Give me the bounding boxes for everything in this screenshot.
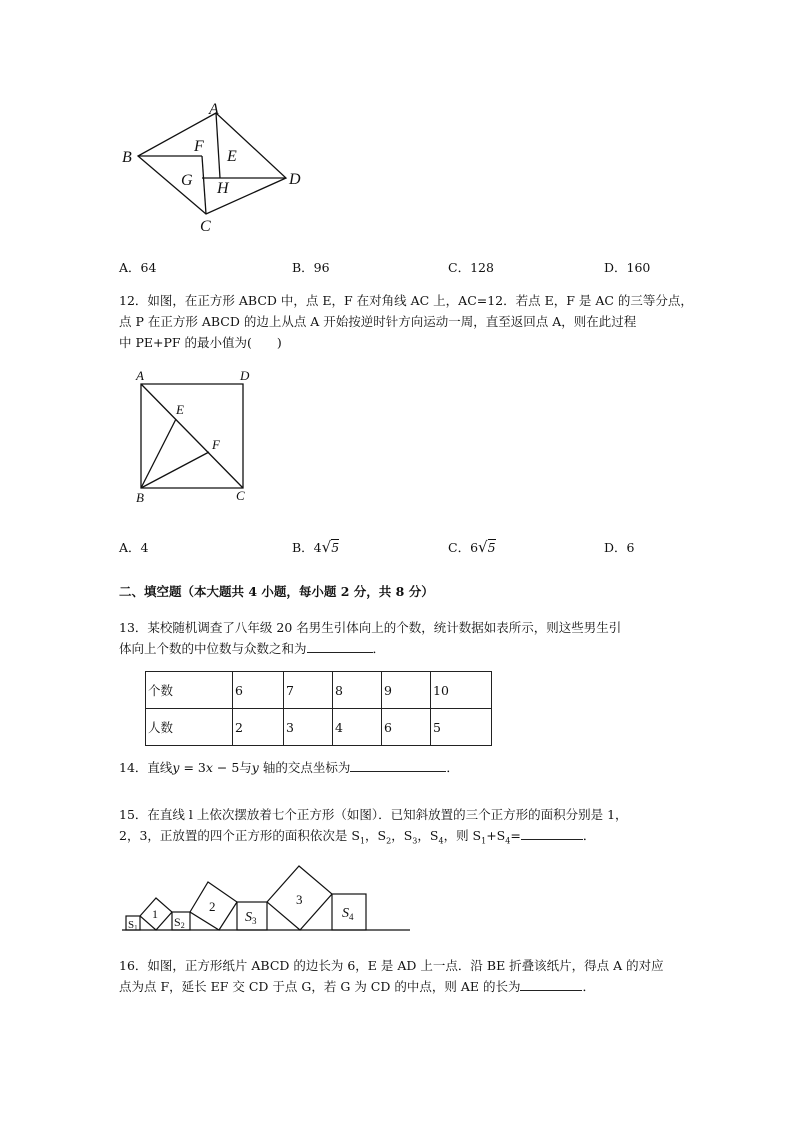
q15-sep-3: ，S bbox=[417, 828, 439, 843]
q12-option-b-text: B．4 bbox=[292, 540, 322, 555]
q12-option-c[interactable] bbox=[448, 538, 496, 556]
q15-sub-6: 4 bbox=[505, 836, 511, 846]
section-2-title: 二、填空题（本大题共 4 小题，每小题 2 分，共 8 分） bbox=[119, 584, 434, 599]
table-cell: 7 bbox=[284, 672, 333, 709]
q15-text-a: 2，3，正放置的四个正方形的面积依次是 S bbox=[119, 828, 360, 843]
table-cell: 5 bbox=[431, 709, 492, 746]
q12-line-3: 中 PE+PF 的最小值为( ) bbox=[119, 335, 282, 350]
q16-answer-blank[interactable] bbox=[520, 976, 582, 991]
q15-line-2 bbox=[119, 825, 595, 852]
tilted-label-2: 2 bbox=[209, 899, 216, 914]
sq-label-d: D bbox=[240, 368, 250, 383]
q15-answer-blank[interactable] bbox=[521, 825, 583, 840]
q15-sub-5: 1 bbox=[481, 836, 487, 846]
q12-line-2: 点 P 在正方形 ABCD 的边上从点 A 开始按逆时针方向运动一周，直至返回点 A，则在此过程 bbox=[119, 314, 637, 329]
label-e: E bbox=[227, 148, 237, 165]
q13-data-table bbox=[145, 671, 492, 746]
table-cell: 6 bbox=[382, 709, 431, 746]
q15-plus: +S bbox=[486, 828, 506, 843]
q16-line-1: 16．如图，正方形纸片 ABCD 的边长为 6，E 是 AD 上一点．沿 BE 折叠该纸片，得点 A 的对应 bbox=[119, 958, 664, 973]
q15-sep-2: ，S bbox=[391, 828, 413, 843]
table-cell: 3 bbox=[284, 709, 333, 746]
q15-sub-2: 2 bbox=[386, 836, 392, 846]
q14-eq-y: y bbox=[172, 760, 180, 775]
sq-label-e: E bbox=[176, 402, 184, 417]
table-row bbox=[146, 672, 492, 709]
upright-label-s4: $S_4$ bbox=[342, 906, 354, 922]
q15-period: ． bbox=[582, 828, 596, 843]
q13-line-2-text: 体向上个数的中位数与众数之和为 bbox=[119, 641, 307, 656]
q13-line-2 bbox=[119, 638, 385, 659]
q12-option-c-text: C．6 bbox=[448, 540, 479, 555]
q13-answer-blank[interactable] bbox=[307, 638, 373, 653]
label-a: A bbox=[209, 101, 219, 118]
segment-be bbox=[141, 419, 176, 488]
q14-suffix: 轴的交点坐标为 bbox=[258, 760, 351, 775]
q12-option-d[interactable]: D．6 bbox=[604, 540, 635, 555]
square-figure bbox=[130, 364, 260, 508]
q15-sub-4: 4 bbox=[438, 836, 444, 846]
q11-option-a[interactable]: A．64 bbox=[119, 260, 157, 275]
q14-eq-mid: = 3 bbox=[179, 760, 206, 775]
q14-eq-x: x bbox=[205, 760, 213, 775]
radicand: 5 bbox=[487, 540, 496, 555]
q11-option-d[interactable]: D．160 bbox=[604, 260, 651, 275]
label-g: G bbox=[181, 172, 193, 189]
rhombus-outline bbox=[138, 113, 286, 214]
sq-label-f: F bbox=[212, 437, 220, 452]
q12-line-1: 12．如图，在正方形 ABCD 中，点 E，F 在对角线 AC 上，AC=12．若点 E，F 是 AC 的三等分点， bbox=[119, 293, 693, 308]
table-cell: 10 bbox=[431, 672, 492, 709]
table-cell: 人数 bbox=[146, 709, 233, 746]
q16-period: ． bbox=[582, 979, 595, 994]
sq-label-a: A bbox=[136, 368, 144, 383]
line-ae bbox=[216, 113, 220, 178]
q13-period: ． bbox=[372, 641, 386, 656]
table-cell: 2 bbox=[233, 709, 284, 746]
q15-sub-3: 3 bbox=[412, 836, 418, 846]
tilted-label-1: 1 bbox=[152, 907, 158, 921]
table-cell: 4 bbox=[333, 709, 382, 746]
upright-label-s3: $S_3$ bbox=[245, 910, 257, 926]
q14-period: ． bbox=[446, 760, 459, 775]
q12-option-b[interactable] bbox=[292, 538, 339, 556]
q13-line-1: 13．某校随机调查了八年级 20 名男生引体向上的个数，统计数据如表所示，则这些男生引 bbox=[119, 620, 622, 635]
q15-line-1: 15．在直线 l 上依次摆放着七个正方形（如图）．已知斜放置的三个正方形的面积分别是 1， bbox=[119, 807, 628, 822]
diagonal-ac bbox=[141, 384, 243, 488]
sq-label-c: C bbox=[236, 488, 245, 503]
label-c: C bbox=[200, 218, 211, 235]
squares-on-line-figure bbox=[118, 860, 414, 936]
q11-option-b[interactable]: B．96 bbox=[292, 260, 330, 275]
table-cell: 9 bbox=[382, 672, 431, 709]
label-d: D bbox=[289, 171, 301, 188]
tilted-label-3: 3 bbox=[296, 892, 303, 907]
segment-bf bbox=[141, 452, 209, 488]
q12-option-a[interactable]: A．4 bbox=[119, 540, 149, 555]
q15-sep-1: ，S bbox=[365, 828, 387, 843]
table-cell: 8 bbox=[333, 672, 382, 709]
line-fg bbox=[202, 156, 206, 214]
radicand: 5 bbox=[331, 540, 340, 555]
q15-sub-1: 1 bbox=[359, 836, 366, 846]
rhombus-figure bbox=[110, 98, 320, 240]
table-cell: 个数 bbox=[146, 672, 233, 709]
q14-prefix: 14．直线 bbox=[119, 760, 173, 775]
q14-answer-blank[interactable] bbox=[350, 757, 446, 772]
sqrt-symbol: √ bbox=[321, 538, 332, 556]
label-f: F bbox=[194, 138, 204, 155]
sq-label-b: B bbox=[136, 490, 144, 505]
q14-axis-y: y bbox=[251, 760, 259, 775]
q14-eq-tail: − 5 bbox=[212, 760, 240, 775]
sqrt-symbol: √ bbox=[478, 538, 488, 556]
upright-label-s2: S2 bbox=[174, 915, 185, 930]
label-h: H bbox=[217, 180, 229, 197]
q15-text-b: ，则 S bbox=[443, 828, 482, 843]
q16-line-2 bbox=[119, 976, 595, 997]
table-row bbox=[146, 709, 492, 746]
upright-label-s1: S1 bbox=[128, 919, 138, 932]
q15-eq: = bbox=[510, 828, 521, 843]
label-b: B bbox=[122, 149, 132, 166]
q14-mid: 与 bbox=[239, 760, 252, 775]
q11-option-c[interactable]: C．128 bbox=[448, 260, 494, 275]
q16-line-2-text: 点为点 F，延长 EF 交 CD 于点 G，若 G 为 CD 的中点，则 AE 的长为 bbox=[119, 979, 521, 994]
table-cell: 6 bbox=[233, 672, 284, 709]
q14-line bbox=[119, 757, 459, 778]
